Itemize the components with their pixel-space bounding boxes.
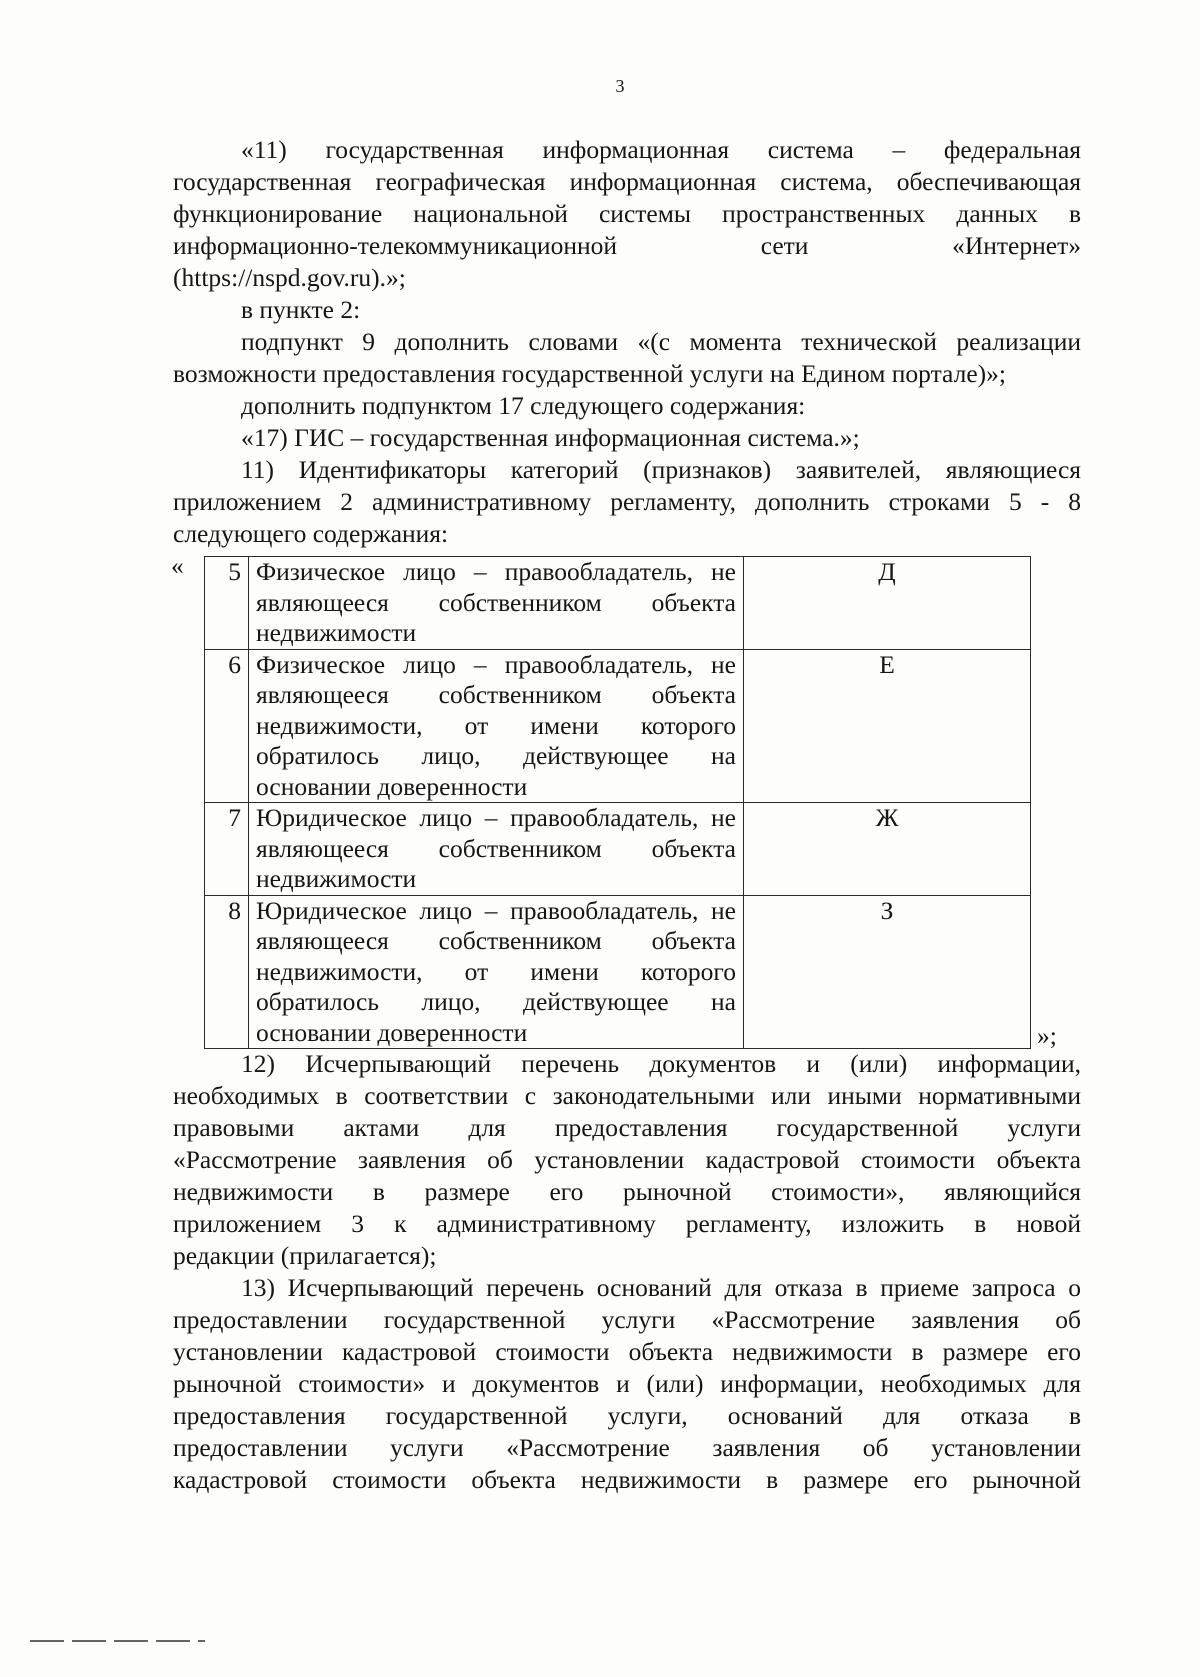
text-line: государственная географическая информационная система, обеспечивающая — [173, 167, 1081, 196]
text-line: кадастровой стоимости объекта недвижимости в размере его рыночной — [173, 1465, 1081, 1494]
table-row — [205, 895, 1031, 1049]
paragraph-item-12 — [173, 1048, 1081, 1272]
text-line: приложением 2 административному регламенту, дополнить строками 5 - 8 — [173, 487, 1081, 516]
text-line: предоставления государственной услуги, оснований для отказа в — [173, 1401, 1081, 1430]
row-number: 8 — [205, 895, 249, 1049]
table-row — [205, 649, 1031, 803]
table-row — [205, 803, 1031, 896]
paragraph-gis-definition: «17) ГИС – государственная информационная система.»; — [241, 423, 860, 452]
paragraph-item-11-definition — [173, 134, 1081, 294]
text-line: недвижимости в размере его рыночной стоимости», являющийся — [173, 1177, 1081, 1206]
text-line: возможности предоставления государственной услуги на Едином портале)»; — [173, 359, 1006, 388]
text-line: необходимых в соответствии с законодательными или иными нормативными — [173, 1081, 1081, 1110]
row-code: Ж — [744, 803, 1031, 896]
text-line: предоставлении услуги «Рассмотрение заявления об установлении — [173, 1433, 1081, 1462]
row-description: Физическое лицо – правообладатель, не являющееся собственником объекта недвижимости — [249, 557, 744, 650]
row-number: 7 — [205, 803, 249, 896]
paragraph-item-11 — [173, 454, 1081, 550]
text-line: 11) Идентификаторы категорий (признаков) заявителей, являющиеся — [241, 455, 1081, 484]
text-line: предоставлении государственной услуги «Рассмотрение заявления об — [173, 1305, 1081, 1334]
row-description: Физическое лицо – правообладатель, не являющееся собственником объекта недвижимости, от имени которого обратилось лицо, действующее на основании доверенности — [249, 649, 744, 803]
paragraph-point-2: в пункте 2: — [241, 295, 361, 324]
applicant-category-table-block — [173, 550, 1081, 1048]
text-line: приложением 3 к административному регламенту, изложить в новой — [173, 1209, 1081, 1238]
row-code: З — [744, 895, 1031, 1049]
row-number: 5 — [205, 557, 249, 650]
paragraph-add-subpoint-17: дополнить подпунктом 17 следующего содержания: — [241, 391, 806, 420]
text-line: редакции (прилагается); — [173, 1241, 437, 1270]
scan-artifact-line — [30, 1640, 205, 1642]
text-line: подпункт 9 дополнить словами «(с момента технической реализации — [241, 327, 1081, 356]
table-row — [205, 557, 1031, 650]
row-description: Юридическое лицо – правообладатель, не являющееся собственником объекта недвижимости, от имени которого обратилось лицо, действующее на основании доверенности — [249, 895, 744, 1049]
document-body — [173, 134, 1081, 1496]
row-code: Е — [744, 649, 1031, 803]
page-number: 3 — [615, 76, 625, 96]
text-line: установлении кадастровой стоимости объекта недвижимости в размере его — [173, 1337, 1081, 1366]
text-line: (https://nspd.gov.ru).»; — [173, 263, 406, 292]
text-line: правовыми актами для предоставления государственной услуги — [173, 1113, 1081, 1142]
applicant-category-table — [204, 556, 1031, 1049]
table-close-quote: »; — [1037, 1021, 1057, 1050]
text-line: рыночной стоимости» и документов и (или) информации, необходимых для — [173, 1369, 1081, 1398]
text-line: 12) Исчерпывающий перечень документов и (или) информации, — [241, 1049, 1081, 1078]
text-line: следующего содержания: — [173, 519, 449, 548]
text-line: информационно-телекоммуникационной сети «Интернет» — [173, 231, 1081, 260]
text-line: функционирование национальной системы пространственных данных в — [173, 199, 1081, 228]
text-line: «Рассмотрение заявления об установлении кадастровой стоимости объекта — [173, 1145, 1081, 1174]
text-line: «11) государственная информационная система – федеральная — [241, 135, 1081, 164]
table-open-quote: « — [171, 551, 184, 580]
paragraph-item-13 — [173, 1272, 1081, 1496]
paragraph-subpoint-9 — [173, 326, 1081, 390]
row-number: 6 — [205, 649, 249, 803]
text-line: 13) Исчерпывающий перечень оснований для отказа в приеме запроса о — [241, 1273, 1081, 1302]
row-description: Юридическое лицо – правообладатель, не являющееся собственником объекта недвижимости — [249, 803, 744, 896]
row-code: Д — [744, 557, 1031, 650]
